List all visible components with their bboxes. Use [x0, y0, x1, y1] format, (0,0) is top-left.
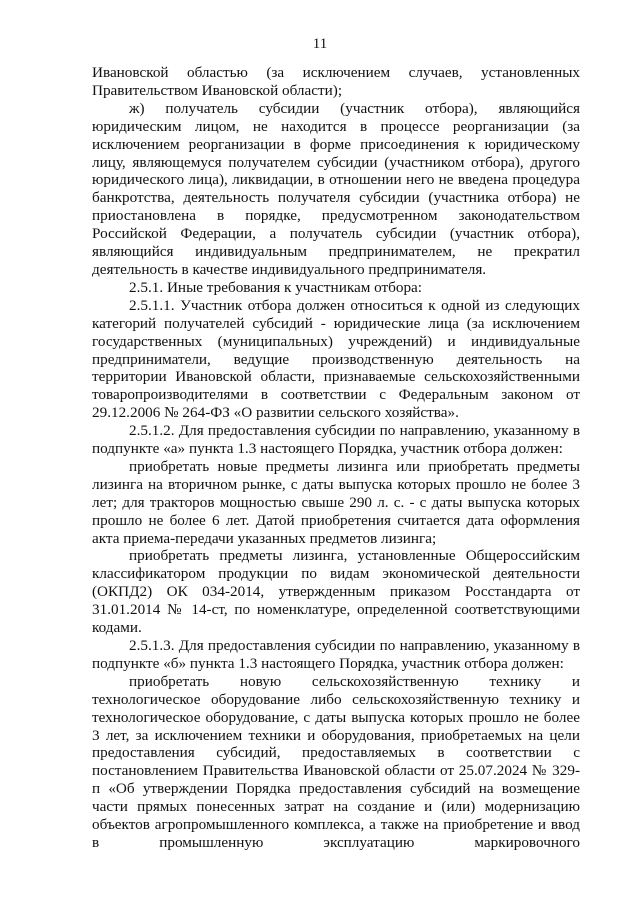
- paragraph: приобретать новую сельскохозяйственную технику и технологическое оборудование либо сельскохозяйственную технику и технологическое оборудование, с даты выпуска которых прошло не более 3 лет, за исключением техники и оборудования, приобретаемых на цели предоставления субсидий, предоставляемых в соответствии с постановлением Правительства Ивановской области от 25.07.2024 № 329-п «Об утверждении Порядка предоставления субсидий на возмещение части прямых понесенных затрат на создание и (или) модернизацию объектов агропромышленного комплекса, а также на приобретение и ввод в промышленную эксплуатацию маркировочного: [92, 672, 580, 851]
- paragraph: 2.5.1.3. Для предоставления субсидии по направлению, указанному в подпункте «б» пункта 1.3 настоящего Порядка, участник отбора должен:: [92, 637, 580, 672]
- paragraph: 2.5.1. Иные требования к участникам отбора:: [129, 278, 423, 296]
- paragraph: 2.5.1.2. Для предоставления субсидии по направлению, указанному в подпункте «а» пункта 1.3 настоящего Порядка, участник отбора должен:: [92, 422, 580, 458]
- paragraph: Ивановской областью (за исключением случаев, установленных Правительством Ивановской области);: [92, 64, 580, 99]
- document-body: [92, 64, 580, 852]
- paragraph: 2.5.1.1. Участник отбора должен относиться к одной из следующих категорий получателей субсидий - юридические лица (за исключением государственных (муниципальных) учреждений) и индивидуальные предприниматели, ведущие производственную деятельность на территории Ивановской области, признаваемые сельскохозяйственными товаропроизводителями в соответствии с Федеральным законом от 29.12.2006 № 264-ФЗ «О развитии сельского хозяйства».: [92, 296, 580, 422]
- paragraph: приобретать новые предметы лизинга или приобретать предметы лизинга на вторичном рынке, с даты выпуска которых прошло не более 3 лет; для тракторов мощностью свыше 290 л. с. - с даты выпуска которых прошло не более 6 лет. Датой приобретения считается дата оформления акта приема-передачи указанных предметов лизинга;: [92, 457, 580, 547]
- paragraph: приобретать предметы лизинга, установленные Общероссийским классификатором продукции по видам экономической деятельности (ОКПД2) ОК 034-2014, утвержденным приказом Росстандарта от 31.01.2014 № 14-ст, по номенклатуре, определенной соответствующими кодами.: [92, 547, 580, 637]
- paragraph: ж) получатель субсидии (участник отбора), являющийся юридическим лицом, не находится в процессе реорганизации (за исключением реорганизации в форме присоединения к юридическому лицу, являющемуся получателем субсидии (участником отбора), другого юридического лица), ликвидации, в отношении него не введена процедура банкротства, деятельность получателя субсидии (участника отбора) не приостановлена в порядке, предусмотренном законодательством Российской Федерации, а получатель субсидии (участник отбора), являющийся индивидуальным предпринимателем, не прекратил деятельность в качестве индивидуального предпринимателя.: [92, 99, 580, 278]
- page-number: 11: [312, 36, 328, 52]
